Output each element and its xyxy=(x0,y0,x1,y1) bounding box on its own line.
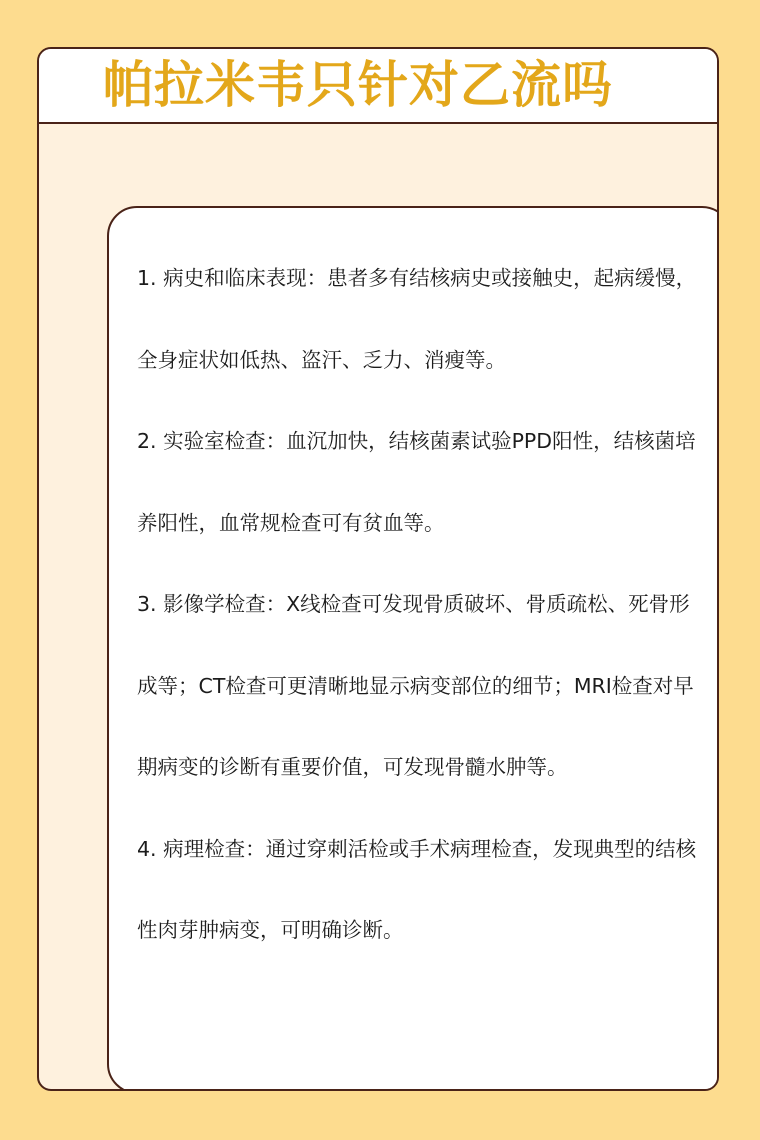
page-title: 帕拉米韦只针对乙流吗 xyxy=(103,56,613,114)
card-header xyxy=(39,49,717,124)
article-card xyxy=(37,47,719,1091)
paragraph-pathology: 4. 病理检查：通过穿刺活检或手术病理检查，发现典型的结核性肉芽肿病变，可明确诊断。 xyxy=(137,836,697,942)
content-text xyxy=(137,238,697,972)
paragraph-imaging: 3. 影像学检查：X线检查可发现骨质破坏、骨质疏松、死骨形成等；CT检查可更清晰地显示病变部位的细节；MRI检查对早期病变的诊断有重要价值，可发现骨髓水肿等。 xyxy=(137,592,694,779)
paragraph-medical-history: 1. 病史和临床表现：患者多有结核病史或接触史，起病缓慢，全身症状如低热、盗汗、乏力、消瘦等。 xyxy=(137,266,697,372)
content-box xyxy=(107,206,719,1091)
paragraph-lab-tests: 2. 实验室检查：血沉加快，结核菌素试验PPD阳性，结核菌培养阳性，血常规检查可有贫血等。 xyxy=(137,429,696,535)
